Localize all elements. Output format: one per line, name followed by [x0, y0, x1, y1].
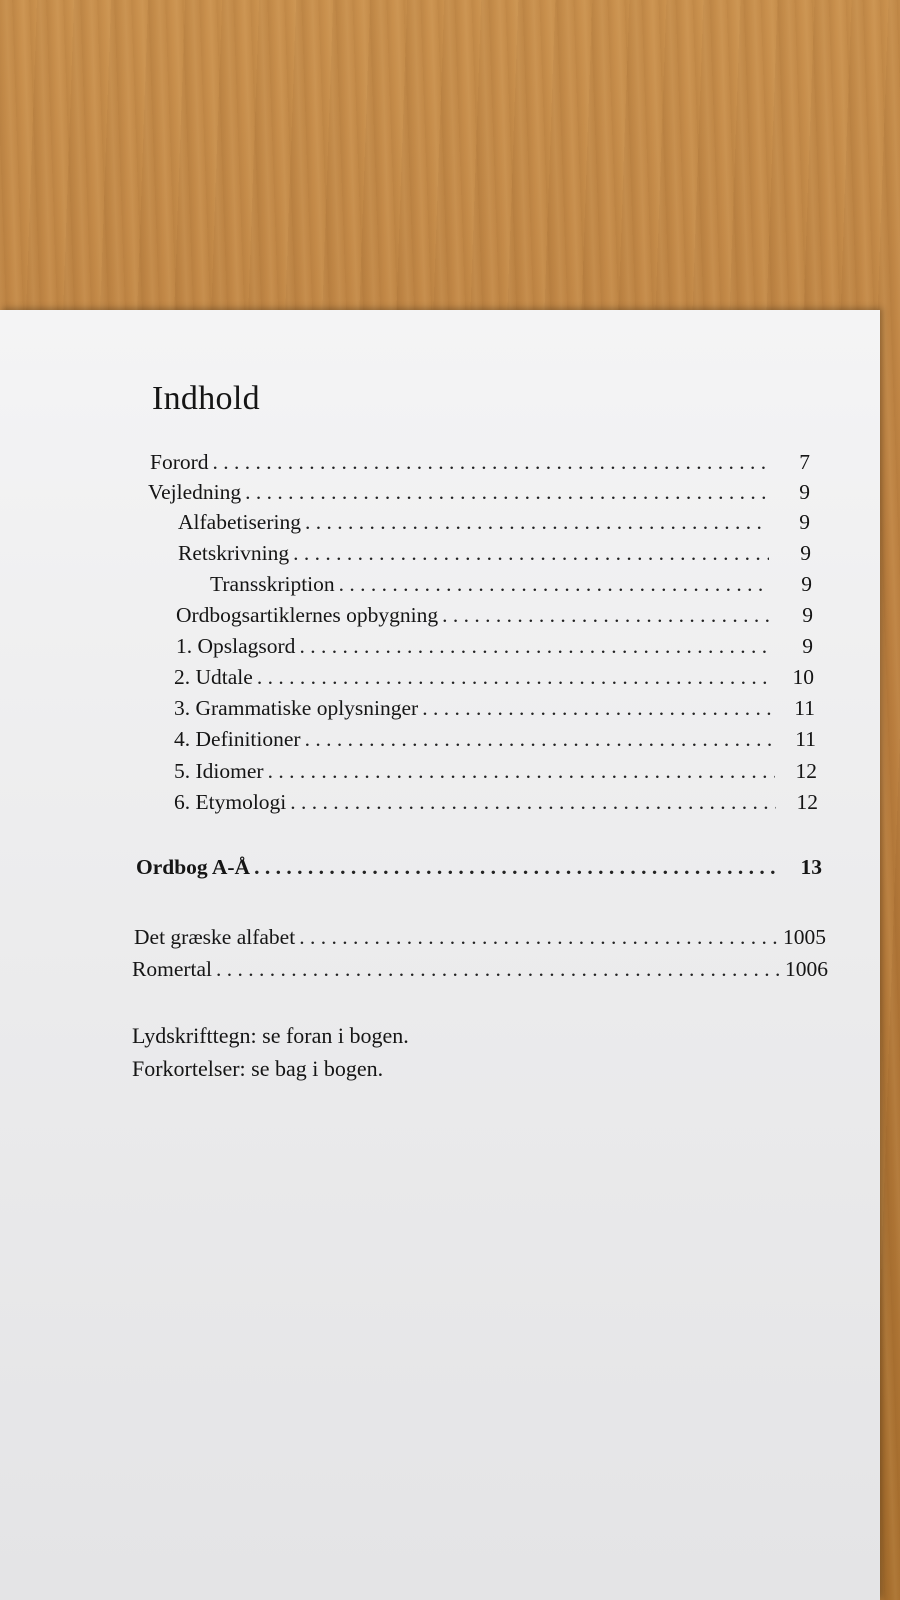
toc-entry-page: 11: [795, 727, 816, 751]
toc-entry-det-graeske-alfabet: [134, 925, 826, 955]
toc-entry-label: 6. Etymologi: [174, 790, 287, 814]
dot-leader: [257, 665, 772, 690]
toc-entry-transskription: [210, 572, 812, 602]
dot-leader: [245, 480, 768, 505]
toc-entry-etymologi: [174, 790, 818, 820]
dot-leader: [299, 634, 771, 659]
toc-entry-page: 10: [792, 665, 814, 689]
dot-leader: [293, 541, 769, 566]
table-of-contents: [0, 310, 880, 1010]
toc-entry-ordbog: [136, 855, 822, 885]
toc-entry-page: 13: [800, 855, 822, 879]
toc-entry-label: 4. Definitioner: [174, 727, 301, 751]
toc-entry-page: 9: [802, 603, 813, 627]
toc-entry-label: 5. Idiomer: [174, 759, 264, 783]
toc-entry-label: Det græske alfabet: [134, 925, 296, 949]
dot-leader: [339, 572, 770, 597]
dot-leader: [290, 790, 776, 815]
toc-entry-alfabetisering: [178, 510, 810, 540]
toc-entry-label: Forord: [150, 450, 209, 474]
toc-entry-romertal: [132, 957, 828, 987]
page-title: Indhold: [152, 380, 260, 417]
dot-leader: [216, 957, 779, 982]
dot-leader: [422, 696, 773, 721]
toc-entry-label: Ordbogsartiklernes opbygning: [176, 603, 439, 627]
dot-leader: [305, 510, 768, 535]
toc-entry-page: 1005: [783, 925, 826, 949]
toc-entry-label: 3. Grammatiske oplysninger: [174, 696, 419, 720]
dot-leader: [442, 603, 771, 628]
toc-entry-label: Alfabetisering: [178, 510, 301, 534]
dot-leader: [254, 855, 780, 880]
toc-entry-page: 9: [802, 634, 813, 658]
toc-entry-page: 1006: [785, 957, 828, 981]
toc-entry-label: Vejledning: [148, 480, 242, 504]
toc-entry-label: Retskrivning: [178, 541, 290, 565]
note-forkortelser: Forkortelser: se bag i bogen.: [132, 1056, 384, 1081]
dot-leader: [268, 759, 775, 784]
toc-entry-definitioner: [174, 727, 816, 757]
toc-entry-vejledning: [148, 480, 810, 510]
toc-entry-label: Transskription: [210, 572, 335, 596]
toc-entry-label: Romertal: [132, 957, 213, 981]
toc-entry-retskrivning: [178, 541, 811, 571]
toc-entry-page: 9: [801, 572, 812, 596]
toc-entry-label: Ordbog A-Å: [136, 855, 251, 879]
toc-entry-grammatiske-oplysninger: [174, 696, 815, 726]
note-lydskrifttegn: Lydskrifttegn: se foran i bogen.: [132, 1023, 409, 1048]
dot-leader: [305, 727, 774, 752]
toc-entry-page: 11: [794, 696, 815, 720]
toc-entry-ordbogsartiklernes-opbygning: [176, 603, 813, 633]
toc-entry-page: 9: [800, 541, 811, 565]
dot-leader: [299, 925, 777, 950]
toc-entry-page: 7: [799, 450, 810, 474]
book-page: [0, 310, 880, 1600]
toc-entry-page: 12: [795, 759, 817, 783]
toc-entry-page: 12: [796, 790, 818, 814]
toc-entry-udtale: [174, 665, 814, 695]
toc-entry-label: 1. Opslagsord: [176, 634, 296, 658]
toc-entry-forord: [150, 450, 810, 480]
toc-entry-idiomer: [174, 759, 817, 789]
toc-entry-label: 2. Udtale: [174, 665, 253, 689]
dot-leader: [213, 450, 768, 475]
toc-entry-opslagsord: [176, 634, 813, 664]
toc-entry-page: 9: [799, 480, 810, 504]
toc-entry-page: 9: [799, 510, 810, 534]
